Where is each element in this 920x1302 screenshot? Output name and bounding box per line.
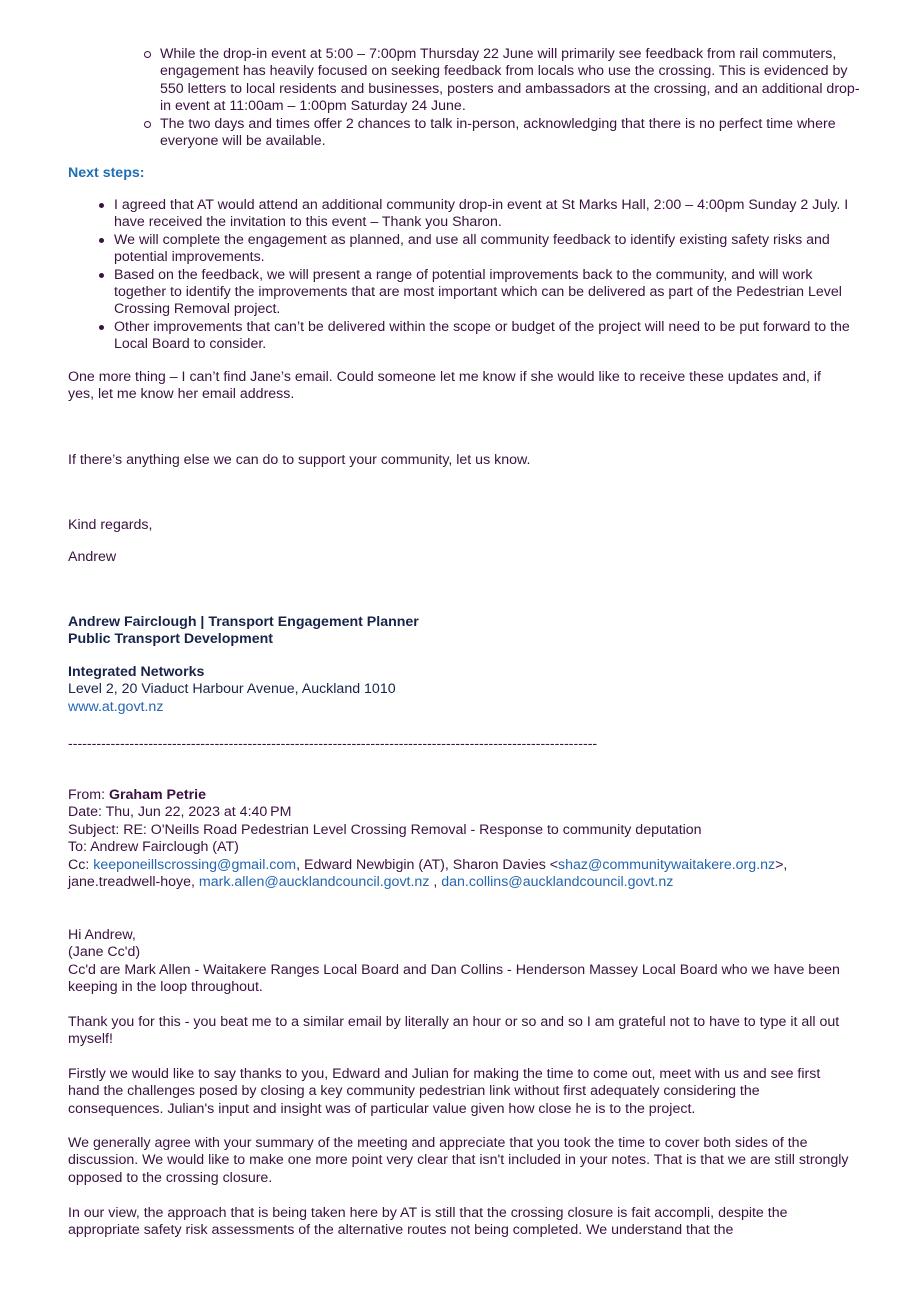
signature-department: Public Transport Development: [68, 631, 273, 648]
cc-email-link[interactable]: dan.collins@aucklandcouncil.govt.nz: [441, 874, 674, 891]
reply-jane-ccd: (Jane Cc'd): [68, 944, 141, 961]
list-item: Other improvements that can’t be delivered within the scope or budget of the project will need to be put forward to the Local Board to consider.: [114, 319, 860, 354]
list-item: We will complete the engagement as planned, and use all community feedback to identify existing safety risks and potential improvements.: [114, 232, 860, 267]
reply-ccd-paragraph: Cc'd are Mark Allen - Waitakere Ranges Local Board and Dan Collins - Henderson Massey Local Board who we have been keeping in the loop throughout.: [68, 961, 840, 996]
date-line: Date: Thu, Jun 22, 2023 at 4:40 PM: [68, 804, 292, 821]
reply-paragraph: We generally agree with your summary of the meeting and appreciate that you took the time to cover both sides of the discussion. We would like to make one more point very clear that isn't included in your notes. That is that we are still strongly opposed to the crossing closure.: [68, 1135, 849, 1186]
reply-greeting-block: [68, 927, 858, 997]
kind-regards: Kind regards,: [68, 517, 153, 533]
separator-line: ----------------------------------------------------------------------------------------------------------------: [68, 736, 598, 752]
support-paragraph: If there’s anything else we can do to support your community, let us know.: [68, 452, 531, 468]
signature-address: Level 2, 20 Viaduct Harbour Avenue, Auckland 1010: [68, 681, 396, 698]
one-more-thing-paragraph: One more thing – I can’t find Jane’s email. Could someone let me know if she would like to receive these updates and, if yes, let me know her email address.: [68, 369, 821, 403]
list-item: I agreed that AT would attend an additional community drop-in event at St Marks Hall, 2:00 – 4:00pm Sunday 2 July. I have received the invitation to this event – Thank you Sharon.: [114, 197, 860, 232]
signature-team: Integrated Networks: [68, 663, 205, 680]
cc-line: Cc: keeponeillscrossing@gmail.com, Edward Newbigin (AT), Sharon Davies <shaz@communitywaitakere.org.nz>, jane.treadwell-hoye, mark.allen@aucklandcouncil.govt.nz , dan.collins@aucklandcouncil.govt.nz: [68, 856, 788, 891]
reply-paragraph: Thank you for this - you beat me to a similar email by literally an hour or so and so I am grateful not to have to type it all out myself!: [68, 1014, 840, 1048]
email-header: [68, 787, 848, 891]
subject-line: Subject: RE: O'Neills Road Pedestrian Level Crossing Removal - Response to community deputation: [68, 821, 702, 838]
signature-block: [68, 614, 868, 716]
reply-paragraph: In our view, the approach that is being taken here by AT is still that the crossing closure is fait accompli, despite the appropriate safety risk assessments of the alternative routes not being completed. We understand that the: [68, 1205, 788, 1239]
cc-email-link[interactable]: keeponeillscrossing@gmail.com: [93, 856, 297, 873]
next-steps-heading: Next steps:: [68, 165, 145, 181]
reply-greeting: Hi Andrew,: [68, 927, 136, 943]
from-name: Graham Petrie: [108, 787, 206, 803]
to-line: To: Andrew Fairclough (AT): [68, 839, 239, 856]
next-steps-list: [114, 197, 860, 354]
list-item: The two days and times offer 2 chances to talk in-person, acknowledging that there is no perfect time where everyone will be available.: [160, 116, 860, 151]
reply-paragraph: Firstly we would like to say thanks to you, Edward and Julian for making the time to come out, meet with us and see first hand the challenges posed by closing a key community pedestrian link without first adequately considering the consequences. Julian's input and insight was of particular value given how close he is to the project.: [68, 1066, 821, 1117]
signature-website-link[interactable]: www.at.govt.nz: [68, 698, 164, 715]
sub-bullet-list: [160, 46, 860, 150]
signature-name-title: Andrew Fairclough | Transport Engagement Planner: [68, 614, 419, 630]
sender-first-name: Andrew: [68, 549, 117, 565]
from-line: From: Graham Petrie: [68, 787, 206, 803]
cc-email-link[interactable]: mark.allen@aucklandcouncil.govt.nz: [198, 874, 430, 891]
list-item: While the drop-in event at 5:00 – 7:00pm Thursday 22 June will primarily see feedback from rail commuters, engagement has heavily focused on seeking feedback from locals who use the crossing. This is evidenced by 550 letters to local residents and businesses, posters and ambassadors at the crossing, and an additional drop-in event at 11:00am – 1:00pm Saturday 24 June.: [160, 46, 860, 115]
cc-email-link[interactable]: shaz@communitywaitakere.org.nz: [558, 856, 776, 873]
list-item: Based on the feedback, we will present a range of potential improvements back to the community, and will work together to identify the improvements that are most important which can be delivered as part of the Pedestrian Level Crossing Removal project.: [114, 267, 860, 319]
